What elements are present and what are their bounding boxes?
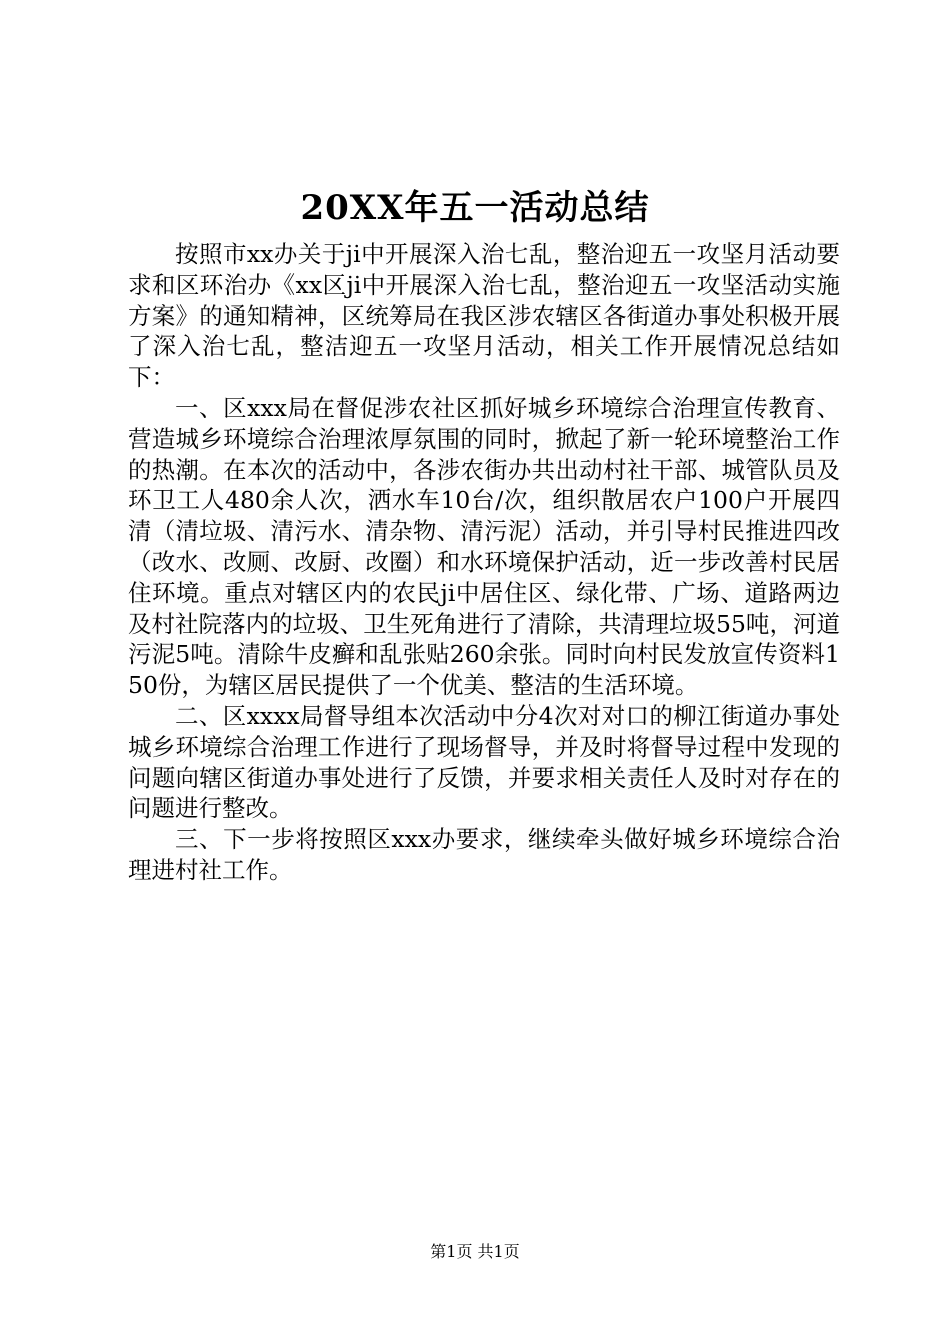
document-title: 20XX年五一活动总结: [300, 188, 650, 228]
paragraph-section-2: 二、区xxxx局督导组本次活动中分4次对对口的柳江街道办事处城乡环境综合治理工作进行了现场督导，并及时将督导过程中发现的问题向辖区街道办事处进行了反馈，并要求相关责任人及时对存在的问题进行整改。: [128, 701, 840, 823]
paragraph-section-1: 一、区xxx局在督促涉农社区抓好城乡环境综合治理宣传教育、营造城乡环境综合治理浓厚氛围的同时，掀起了新一轮环境整治工作的热潮。在本次的活动中，各涉农街办共出动村社干部、城管队员及环卫工人480余人次，洒水车10台/次，组织散居农户100户开展四清（清垃圾、清污水、清杂物、清污泥）活动，并引导村民推进四改（改水、改厕、改厨、改圈）和水环境保护活动，近一步改善村民居住环境。重点对辖区内的农民ji中居住区、绿化带、广场、道路两边及村社院落内的垃圾、卫生死角进行了清除，共清理垃圾55吨，河道污泥5吨。清除牛皮癣和乱张贴260余张。同时向村民发放宣传资料150份，为辖区居民提供了一个优美、整洁的生活环境。: [128, 393, 840, 700]
paragraph-section-3: 三、下一步将按照区xxx办要求，继续牵头做好城乡环境综合治理进村社工作。: [128, 825, 840, 884]
page-number-footer: 第1页 共1页: [430, 1242, 520, 1261]
document-body: [128, 239, 840, 886]
paragraph-intro: 按照市xx办关于ji中开展深入治七乱，整治迎五一攻坚月活动要求和区环治办《xx区ji中开展深入治七乱，整治迎五一攻坚活动实施方案》的通知精神，区统筹局在我区涉农辖区各街道办事处积极开展了深入治七乱，整洁迎五一攻坚月活动，相关工作开展情况总结如下：: [128, 240, 840, 392]
